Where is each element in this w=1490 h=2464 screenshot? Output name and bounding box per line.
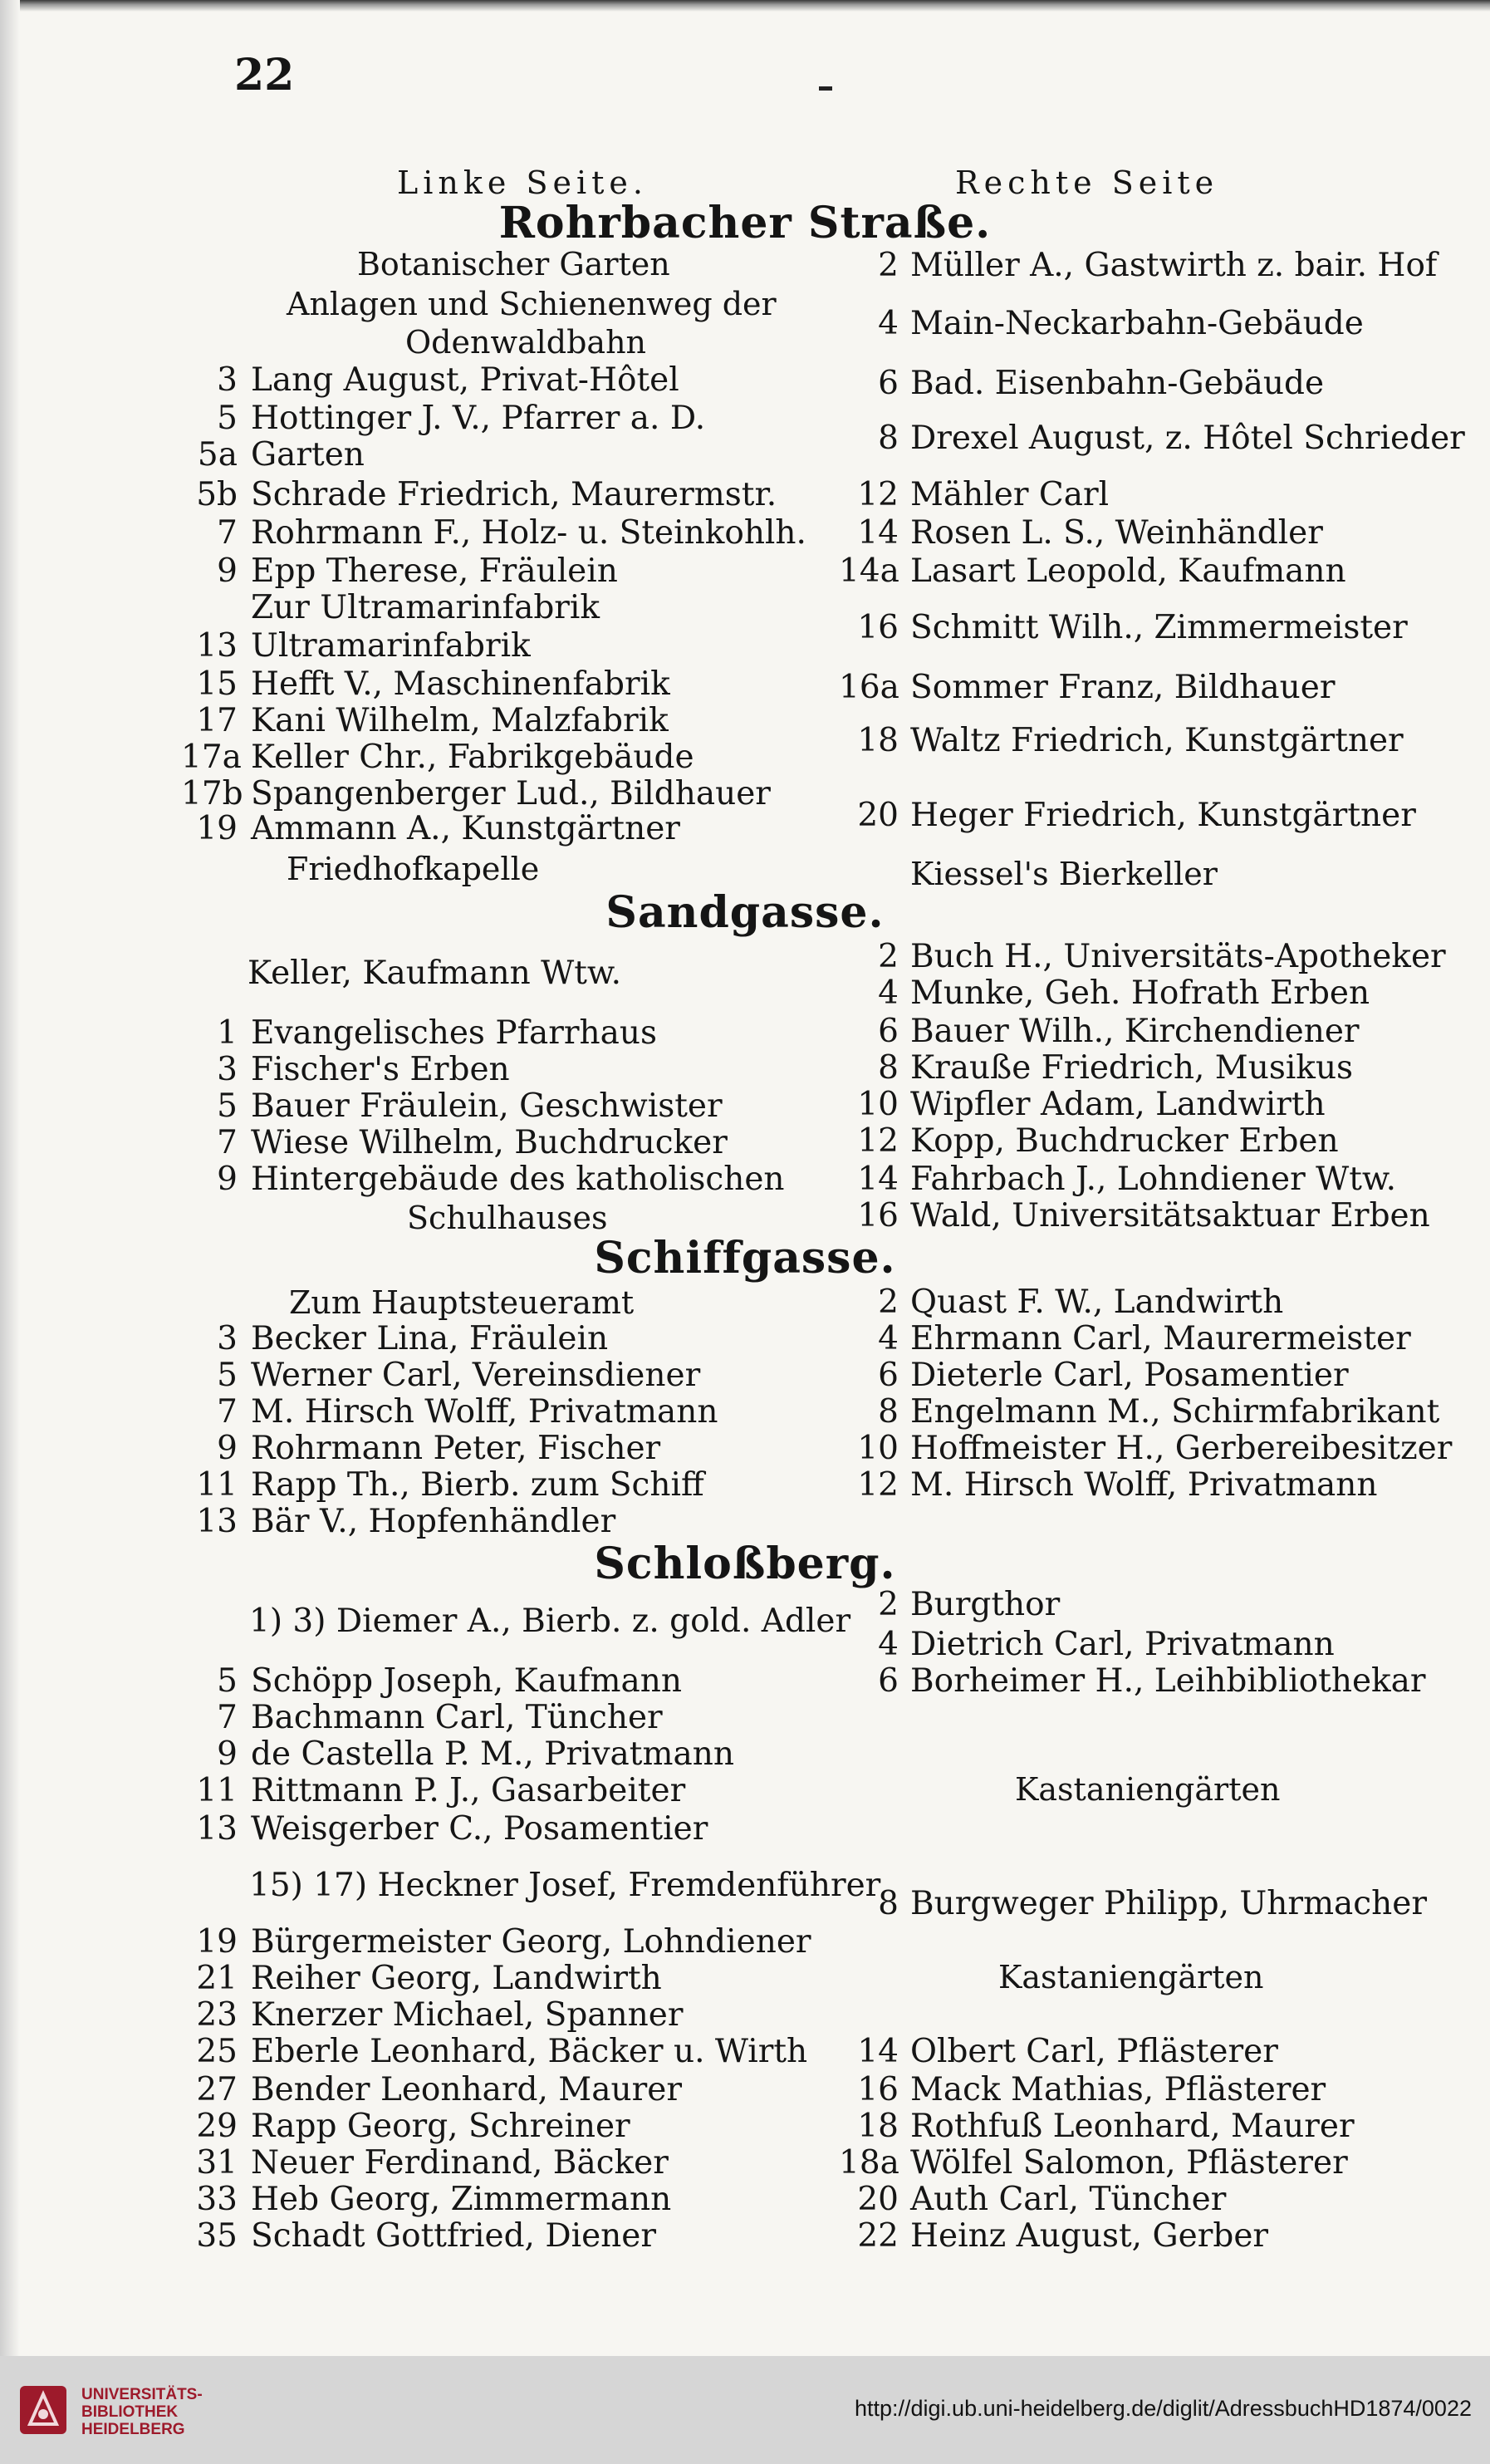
- entry-text: Neuer Ferdinand, Bäcker: [251, 2144, 669, 2182]
- entry-text: Engelmann M., Schirmfabrikant: [910, 1393, 1440, 1431]
- house-number: 2: [878, 938, 899, 975]
- entry-left: [181, 1467, 704, 1504]
- entry-left: [181, 2034, 807, 2070]
- library-seal-icon: [18, 2384, 68, 2436]
- entry-text: Schöpp Joseph, Kaufmann: [251, 1662, 682, 1700]
- entry-left: [181, 553, 618, 590]
- house-number: 9: [217, 552, 238, 590]
- entry-text: Mack Mathias, Pflästerer: [910, 2071, 1326, 2108]
- entry-left: [181, 1357, 700, 1394]
- house-number: 25: [196, 2033, 238, 2070]
- entry-text: Burgweger Philipp, Uhrmacher: [910, 1885, 1427, 1922]
- house-number: 3: [217, 1320, 238, 1357]
- entry-right: [839, 2218, 1268, 2255]
- house-number: 12: [857, 1122, 899, 1160]
- entry-left: Odenwaldbahn: [405, 324, 647, 361]
- house-number: 7: [217, 1124, 238, 1161]
- entry-right: [839, 670, 1335, 706]
- entry-right: [839, 1284, 1283, 1321]
- entry-text: Schrade Friedrich, Maurermstr.: [251, 476, 777, 513]
- entry-text: Bauer Wilh., Kirchendiener: [910, 1013, 1360, 1050]
- entry-text: Quast F. W., Landwirth: [910, 1284, 1284, 1321]
- house-number: 12: [857, 1466, 899, 1504]
- entry-text: Borheimer H., Leihbibliothekar: [910, 1662, 1426, 1700]
- house-number: 2: [878, 1586, 899, 1623]
- house-number: 33: [196, 2181, 238, 2218]
- entry-left: [181, 2218, 656, 2255]
- house-number: 20: [857, 2181, 899, 2218]
- house-number: 7: [217, 514, 238, 552]
- house-number: 27: [196, 2071, 238, 2108]
- entry-left: [181, 703, 669, 739]
- entry-right: [839, 1394, 1439, 1431]
- entry-text: Wipfler Adam, Landwirth: [910, 1086, 1326, 1123]
- entry-left: [249, 1868, 880, 1904]
- entry-text: Hintergebäude des katholischen: [251, 1161, 785, 1198]
- right-side-header: Rechte Seite: [955, 164, 1219, 201]
- logo-line: HEIDELBERG: [81, 2421, 185, 2438]
- entry-right: [839, 1198, 1430, 1234]
- entry-text: Krauße Friedrich, Musikus: [910, 1049, 1354, 1087]
- entry-text: Main-Neckarbahn-Gebäude: [910, 305, 1364, 342]
- entry-right: [839, 2182, 1226, 2218]
- entry-right: Kastaniengärten: [1015, 1771, 1281, 1808]
- house-number: 3: [217, 1051, 238, 1088]
- street-heading-rohrbacher: Rohrbacher Straße.: [498, 198, 992, 248]
- entry-right: [839, 2108, 1355, 2145]
- house-number: 5: [217, 400, 238, 437]
- entry-right: [839, 477, 1109, 513]
- house-number: 8: [878, 420, 899, 457]
- house-number: 7: [217, 1699, 238, 1736]
- entry-left: [181, 2145, 669, 2182]
- entry-left: [181, 1161, 785, 1198]
- entry-left: [181, 1015, 657, 1052]
- entry-right: [839, 1123, 1339, 1160]
- page-number: 22: [234, 50, 295, 101]
- entry-left: Zum Hauptsteueramt: [289, 1284, 635, 1321]
- street-heading-schlossberg: Schloßberg.: [594, 1539, 896, 1589]
- entry-text: Wiese Wilhelm, Buchdrucker: [251, 1124, 728, 1161]
- entry-right: [839, 1357, 1349, 1394]
- entry-text: Garten: [251, 436, 365, 474]
- entry-text: Rapp Georg, Schreiner: [251, 2108, 630, 2145]
- entry-right: [839, 1014, 1360, 1050]
- entry-text: Schmitt Wilh., Zimmermeister: [910, 609, 1408, 646]
- house-number: 5: [217, 1087, 238, 1125]
- entry-text: Wölfel Salomon, Pflästerer: [910, 2144, 1348, 2182]
- library-logo-text: [81, 2386, 203, 2438]
- entry-text: Zur Ultramarinfabrik: [251, 589, 600, 626]
- house-number: 17b: [181, 775, 243, 812]
- entry-text: Kopp, Buchdrucker Erben: [910, 1122, 1339, 1160]
- house-number: 16: [857, 1197, 899, 1234]
- house-number: 5a: [197, 436, 238, 474]
- house-number: 14: [857, 514, 899, 552]
- house-number: 11: [196, 1466, 238, 1504]
- entry-right: [839, 975, 1370, 1012]
- house-number: 10: [857, 1086, 899, 1123]
- house-number: 14a: [839, 552, 899, 590]
- house-number: 1: [217, 1014, 238, 1052]
- entry-text: Hefft V., Maschinenfabrik: [251, 665, 670, 703]
- entry-left: [181, 1394, 718, 1431]
- entry-text: Ultramarinfabrik: [251, 627, 531, 665]
- entry-left: [181, 1700, 663, 1736]
- house-number: 15: [196, 665, 238, 703]
- house-number: 3: [217, 361, 238, 399]
- entry-text: Burgthor: [910, 1586, 1061, 1623]
- entry-text: Reiher Georg, Landwirth: [251, 1960, 662, 1997]
- entry-right: [839, 420, 1465, 457]
- entry-left: [181, 2072, 682, 2108]
- house-number: 18: [857, 722, 899, 759]
- entry-text: Sommer Franz, Bildhauer: [910, 669, 1336, 706]
- entry-text: Evangelisches Pfarrhaus: [251, 1014, 658, 1052]
- entry-left: [181, 437, 365, 474]
- house-number: 16: [857, 609, 899, 646]
- entry-left: [181, 362, 679, 399]
- house-number: 5b: [196, 476, 238, 513]
- house-number: 13: [196, 627, 238, 665]
- house-number: 7: [217, 1393, 238, 1431]
- house-number: 1) 3): [249, 1603, 326, 1640]
- house-number: 35: [196, 2217, 238, 2255]
- house-number: 21: [196, 1960, 238, 1997]
- entry-left: [181, 477, 777, 513]
- entry-text: Heger Friedrich, Kunstgärtner: [910, 797, 1416, 834]
- left-side-header: Linke Seite.: [397, 164, 648, 201]
- entry-right: [839, 1321, 1411, 1357]
- entry-text: Buch H., Universitäts-Apotheker: [910, 938, 1446, 975]
- house-number: 2: [878, 247, 899, 284]
- entry-right: [839, 1886, 1427, 1922]
- house-number: 31: [196, 2144, 238, 2182]
- entry-text: Heinz August, Gerber: [910, 2217, 1269, 2255]
- entry-text: Keller Chr., Fabrikgebäude: [251, 739, 694, 776]
- house-number: 29: [196, 2108, 238, 2145]
- entry-left: [181, 1997, 684, 2034]
- entry-text: Ehrmann Carl, Maurermeister: [910, 1320, 1411, 1357]
- entry-left: [181, 1811, 708, 1848]
- entry-right: Kastaniengärten: [998, 1959, 1264, 1995]
- entry-right: [839, 366, 1324, 402]
- entry-left: [181, 739, 694, 776]
- entry-right: [839, 1161, 1396, 1198]
- entry-left: [181, 515, 806, 552]
- entry-left: [181, 1052, 510, 1088]
- house-number: 5: [217, 1662, 238, 1700]
- house-number: 9: [217, 1161, 238, 1198]
- entry-text: Rittmann P. J., Gasarbeiter: [251, 1772, 686, 1809]
- entry-left: [181, 1431, 660, 1467]
- house-number: 4: [878, 974, 899, 1012]
- entry-text: Knerzer Michael, Spanner: [251, 1996, 684, 2034]
- entry-text: Fahrbach J., Lohndiener Wtw.: [910, 1161, 1397, 1198]
- house-number: 13: [196, 1810, 238, 1848]
- page-gutter-shadow: [0, 0, 20, 2356]
- entry-text: Kani Wilhelm, Malzfabrik: [251, 702, 669, 739]
- house-number: 8: [878, 1885, 899, 1922]
- entry-left: [181, 1504, 615, 1540]
- entry-text: Hoffmeister H., Gerbereibesitzer: [910, 1430, 1453, 1467]
- entry-text: M. Hirsch Wolff, Privatmann: [910, 1466, 1378, 1504]
- entry-right: [839, 610, 1408, 646]
- entry-right: [839, 1467, 1378, 1504]
- house-number: 10: [857, 1430, 899, 1467]
- house-number: 14: [857, 1161, 899, 1198]
- entry-left: [181, 666, 670, 703]
- house-number: 18: [857, 2108, 899, 2145]
- header-dash: [819, 86, 832, 91]
- entry-left: Anlagen und Schienenweg der: [287, 286, 777, 322]
- entry-text: Rapp Th., Bierb. zum Schiff: [251, 1466, 704, 1504]
- entry-text: Epp Therese, Fräulein: [251, 552, 618, 590]
- entry-right: [839, 2072, 1326, 2108]
- entry-text: Munke, Geh. Hofrath Erben: [910, 974, 1370, 1012]
- entry-left: [181, 776, 771, 812]
- entry-text: Rothfuß Leonhard, Maurer: [910, 2108, 1355, 2145]
- entry-text: Bender Leonhard, Maurer: [251, 2071, 682, 2108]
- house-number: 12: [857, 476, 899, 513]
- house-number: 8: [878, 1393, 899, 1431]
- source-url-link[interactable]: http://digi.ub.uni-heidelberg.de/diglit/AdressbuchHD1874/0022: [854, 2396, 1472, 2421]
- house-number: 8: [878, 1049, 899, 1087]
- entry-text: Müller A., Gastwirth z. bair. Hof: [910, 247, 1438, 284]
- entry-right: [839, 2145, 1348, 2182]
- entry-right: [839, 1087, 1326, 1123]
- entry-text: Fischer's Erben: [251, 1051, 510, 1088]
- entry-right: [839, 248, 1437, 284]
- entry-right: [839, 2034, 1278, 2070]
- house-number: 15) 17): [249, 1867, 368, 1904]
- house-number: 23: [196, 1996, 238, 2034]
- entry-text: Lang August, Privat-Hôtel: [251, 361, 679, 399]
- entry-text: Mähler Carl: [910, 476, 1110, 513]
- entry-left: [181, 400, 705, 437]
- entry-text: Ammann A., Kunstgärtner: [251, 810, 680, 847]
- entry-left: Keller, Kaufmann Wtw.: [248, 955, 622, 992]
- house-number: 17: [196, 702, 238, 739]
- entry-right: [839, 939, 1446, 975]
- entry-left: [181, 2182, 671, 2218]
- entry-text: Drexel August, z. Hôtel Schrieder: [910, 420, 1465, 457]
- entry-right: [839, 1587, 1060, 1623]
- entry-left: [181, 1088, 723, 1125]
- entry-text: Hottinger J. V., Pfarrer a. D.: [251, 400, 706, 437]
- house-number: 14: [857, 2033, 899, 2070]
- entry-left: [249, 1603, 850, 1640]
- entry-left: Friedhofkapelle: [287, 851, 540, 887]
- viewer-footer-bar: [0, 2356, 1490, 2464]
- house-number: 6: [878, 1013, 899, 1050]
- house-number: 16: [857, 2071, 899, 2108]
- page-top-edge: [0, 0, 1490, 12]
- house-number: 19: [196, 810, 238, 847]
- logo-line: BIBLIOTHEK: [81, 2403, 179, 2421]
- house-number: 16a: [839, 669, 899, 706]
- house-number: 9: [217, 1430, 238, 1467]
- house-number: 6: [878, 1662, 899, 1700]
- entry-text: Bachmann Carl, Tüncher: [251, 1699, 663, 1736]
- entry-text: Rohrmann F., Holz- u. Steinkohlh.: [251, 514, 806, 552]
- entry-left: [181, 1924, 811, 1961]
- entry-left: [181, 590, 600, 626]
- entry-text: Waltz Friedrich, Kunstgärtner: [910, 722, 1404, 759]
- entry-right: [839, 798, 1416, 834]
- house-number: 11: [196, 1772, 238, 1809]
- house-number: 5: [217, 1357, 238, 1394]
- entry-left: [181, 1663, 682, 1700]
- entry-right: Kiessel's Bierkeller: [910, 856, 1218, 892]
- house-number: 4: [878, 1626, 899, 1663]
- entry-right: [839, 306, 1364, 342]
- entry-left: [181, 811, 680, 847]
- house-number: 4: [878, 1320, 899, 1357]
- entry-text: de Castella P. M., Privatmann: [251, 1735, 734, 1773]
- entry-left: [181, 2108, 630, 2145]
- entry-text: Auth Carl, Tüncher: [910, 2181, 1227, 2218]
- entry-right: [839, 1050, 1353, 1087]
- entry-left: [181, 1321, 608, 1357]
- entry-text: Wald, Universitätsaktuar Erben: [910, 1197, 1430, 1234]
- entry-text: Becker Lina, Fräulein: [251, 1320, 609, 1357]
- entry-text: Diemer A., Bierb. z. gold. Adler: [336, 1603, 851, 1640]
- house-number: 22: [857, 2217, 899, 2255]
- entry-left: [181, 1961, 662, 1997]
- entry-text: Lasart Leopold, Kaufmann: [910, 552, 1346, 590]
- entry-left: Schulhauses: [407, 1200, 608, 1236]
- house-number: 20: [857, 797, 899, 834]
- house-number: 13: [196, 1503, 238, 1540]
- entry-text: Rohrmann Peter, Fischer: [251, 1430, 661, 1467]
- entry-text: Olbert Carl, Pflästerer: [910, 2033, 1278, 2070]
- entry-left: [181, 628, 531, 665]
- entry-text: Dietrich Carl, Privatmann: [910, 1626, 1335, 1663]
- house-number: 9: [217, 1735, 238, 1773]
- entry-text: Bär V., Hopfenhändler: [251, 1503, 616, 1540]
- entry-text: Heb Georg, Zimmermann: [251, 2181, 672, 2218]
- entry-text: Weisgerber C., Posamentier: [251, 1810, 708, 1848]
- entry-text: Heckner Josef, Fremdenführer: [377, 1867, 881, 1904]
- entry-right: [839, 515, 1323, 552]
- house-number: 17a: [181, 739, 242, 776]
- entry-right: [839, 1627, 1335, 1663]
- entry-text: Rosen L. S., Weinhändler: [910, 514, 1323, 552]
- entry-right: [839, 1663, 1426, 1700]
- entry-text: Spangenberger Lud., Bildhauer: [251, 775, 771, 812]
- entry-left: [181, 1773, 685, 1809]
- entry-left: Botanischer Garten: [357, 246, 670, 282]
- entry-text: Werner Carl, Vereinsdiener: [251, 1357, 701, 1394]
- logo-line: UNIVERSITÄTS-: [81, 2386, 203, 2403]
- house-number: 4: [878, 305, 899, 342]
- entry-right: [839, 723, 1404, 759]
- house-number: 6: [878, 1357, 899, 1394]
- entry-right: [839, 553, 1346, 590]
- street-heading-sandgasse: Sandgasse.: [605, 887, 885, 938]
- entry-left: [181, 1125, 728, 1161]
- house-number: 19: [196, 1923, 238, 1961]
- house-number: 6: [878, 365, 899, 402]
- entry-text: Eberle Leonhard, Bäcker u. Wirth: [251, 2033, 808, 2070]
- house-number: 18a: [839, 2144, 899, 2182]
- entry-right: [839, 1431, 1452, 1467]
- entry-text: Bad. Eisenbahn-Gebäude: [910, 365, 1325, 402]
- entry-text: Dieterle Carl, Posamentier: [910, 1357, 1349, 1394]
- entry-text: Bauer Fräulein, Geschwister: [251, 1087, 723, 1125]
- street-heading-schiffgasse: Schiffgasse.: [594, 1233, 896, 1284]
- entry-text: M. Hirsch Wolff, Privatmann: [251, 1393, 718, 1431]
- entry-left: [181, 1736, 734, 1773]
- house-number: 2: [878, 1284, 899, 1321]
- entry-text: Schadt Gottfried, Diener: [251, 2217, 656, 2255]
- entry-text: Bürgermeister Georg, Lohndiener: [251, 1923, 811, 1961]
